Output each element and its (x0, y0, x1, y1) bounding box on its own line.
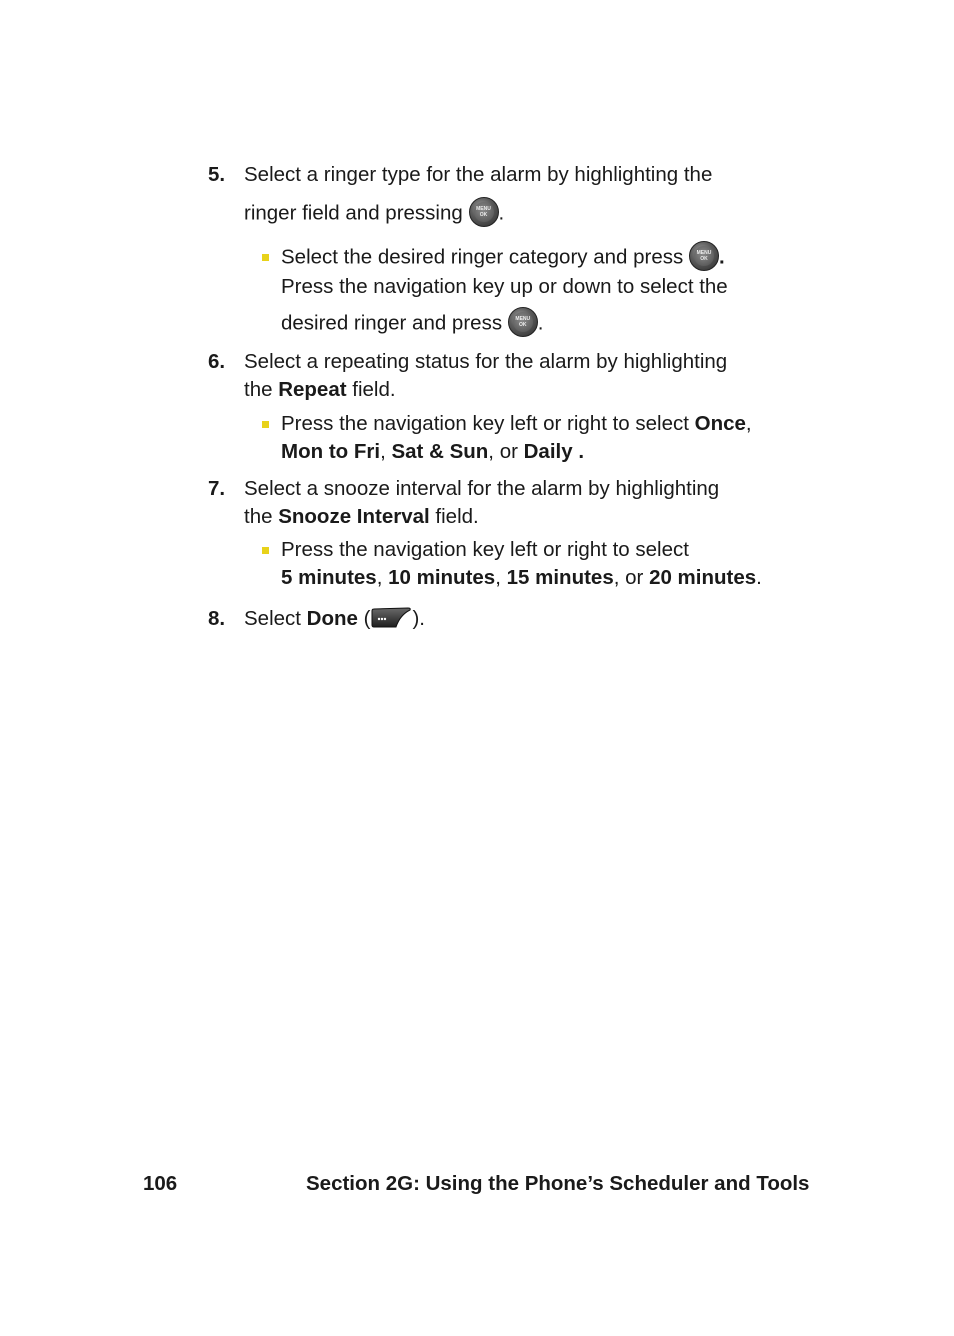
bullet-line: Select the desired ringer category and press MENU OK . (281, 243, 796, 273)
bullet-line: desired ringer and press MENU OK . (281, 309, 796, 339)
step-line: the Repeat field. (244, 378, 396, 401)
bullet-icon (262, 421, 269, 428)
bullet-line: 5 minutes, 10 minutes, 15 minutes, or 20 minutes. (281, 566, 762, 589)
bullet-line: Press the navigation key left or right to select (281, 538, 689, 561)
section-title: Section 2G: Using the Phone’s Scheduler and Tools (306, 1172, 810, 1195)
bullet-icon (262, 547, 269, 554)
step-line: Select a snooze interval for the alarm by highlighting (244, 477, 720, 500)
bullet-line: Mon to Fri, Sat & Sun, or Daily . (281, 440, 585, 463)
step-text (244, 348, 804, 404)
step-number: 7. (208, 477, 226, 500)
step-number: 8. (208, 607, 226, 630)
bullet-text (281, 536, 796, 592)
step-number: 6. (208, 350, 226, 373)
bullet-text (281, 243, 796, 339)
step-line: Select a repeating status for the alarm by highlighting (244, 350, 728, 373)
menu-ok-key-icon: MENU OK (689, 241, 719, 271)
menu-ok-key-icon: MENU OK (469, 197, 499, 227)
step-text (244, 475, 804, 531)
bullet-text (281, 410, 796, 466)
step-text: Select Done ( ). (244, 607, 425, 630)
bullet-line: Press the navigation key up or down to select the (281, 275, 728, 298)
step-line: the Snooze Interval field. (244, 505, 479, 528)
step-line: ringer field and pressing MENU OK . (244, 199, 804, 229)
bullet-line: Press the navigation key left or right to select Once, (281, 412, 752, 435)
bullet-icon (262, 254, 269, 261)
step-text (244, 161, 804, 229)
left-softkey-icon (370, 607, 412, 629)
step-line: Select a ringer type for the alarm by highlighting the (244, 163, 713, 186)
step-number: 5. (208, 163, 226, 186)
page-number: 106 (143, 1172, 178, 1195)
menu-ok-key-icon: MENU OK (508, 307, 538, 337)
